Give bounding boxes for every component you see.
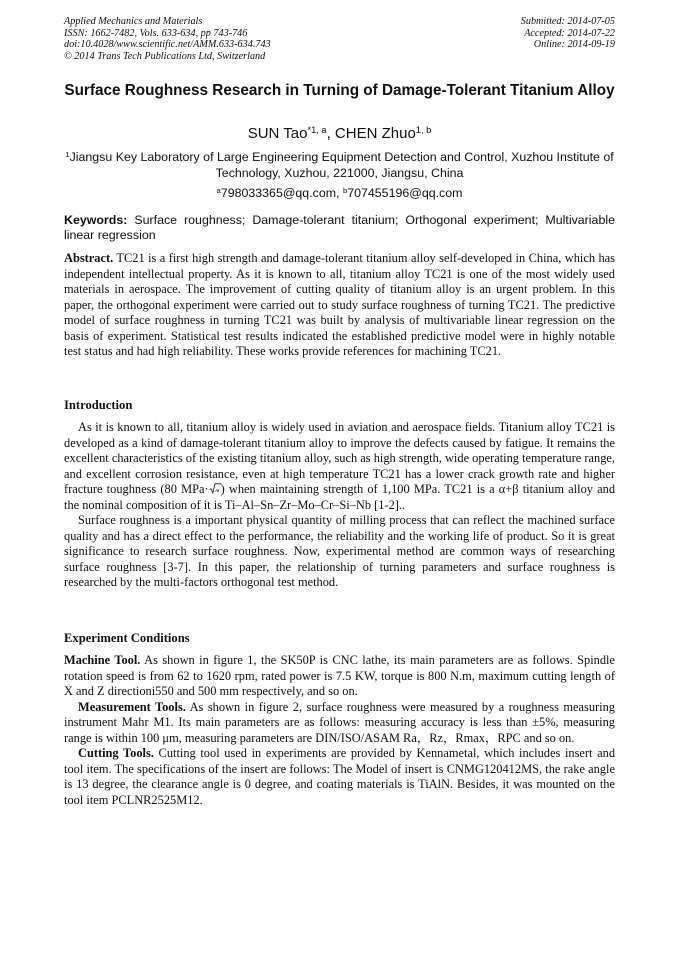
introduction-paragraph-2: Surface roughness is a important physical quantity of milling process that can reflect the machined surface quality and has a direct effect to the performance, the reliability and the working life of product. So it is great significance to research surface roughness. Now, experimental method are common ways of researching surface roughness [3-7]. In this paper, the relationship of turning parameters and surface roughness is researched by the multi-factors orthogonal test method. (64, 513, 615, 589)
email-b: 707455196@qq.com (347, 186, 463, 200)
author-1-sup: *1, a (307, 124, 327, 135)
author-separator: , (326, 125, 335, 142)
introduction-paragraph-1 (64, 420, 615, 513)
submitted-date: Submitted: 2014-07-05 (520, 16, 615, 27)
cutting-tools-paragraph (64, 746, 615, 808)
affiliation-text: Jiangsu Key Laboratory of Large Engineering Equipment Detection and Control, Xuzhou Institute of Technology, Xuzhou, 221000, Jiangsu, China (69, 150, 614, 180)
journal-doi: doi:10.4028/www.scientific.net/AMM.633-634.743 (64, 39, 271, 51)
keywords (64, 213, 615, 244)
journal-copyright: © 2014 Trans Tech Publications Ltd, Switzerland (64, 50, 266, 62)
author-1-name: SUN Tao (247, 125, 308, 142)
sqrt-radicand: m (215, 488, 220, 494)
measurement-tools-label: Measurement Tools. (78, 699, 186, 714)
email-a: 798033365@qq.com, (220, 186, 343, 200)
abstract-text: TC21 is a first high strength and damage-tolerant titanium alloy self-developed in China, which has independent intellectual property. As it is known to all, titanium alloy TC21 is one of the most widely used materials in aerospace. The improvement of cutting quality of titanium alloy is an urgent problem. In this paper, the orthogonal experiment were carried out to study surface roughness of turning TC21. The predictive model of surface roughness in turning TC21 was built by analysis of multivariable linear regression on the basis of experiment. Statistical test results indicated the established predictive model were in highly notable test status and had high reliability. These works provide references for machining TC21. (64, 251, 615, 358)
affiliation (64, 150, 615, 181)
journal-info-header (64, 16, 271, 62)
experiment-conditions-body (64, 653, 615, 808)
intro-p1-part-b: ) when maintaining strength of 1,100 MPa. TC21 is a α+β titanium alloy and the nominal composition of it is Ti–Al–Sn–Zr–Mo–Cr–Si–Nb [1-2].. (64, 482, 616, 512)
paper-title: Surface Roughness Research in Turning of Damage-Tolerant Titanium Alloy (64, 82, 615, 99)
journal-issn: ISSN: 1662-7482, Vols. 633-634, pp 743-746 (64, 27, 248, 39)
online-date: Online: 2014-09-19 (533, 39, 615, 51)
cutting-tools-label: Cutting Tools. (78, 746, 154, 760)
author-line (64, 125, 615, 143)
intro-p1-part-a: As it is known to all, titanium alloy is widely used in aviation and aerospace fields. Titanium alloy TC21 is developed as a kind of damage-tolerant titanium alloy to improve the defects caused by fatigue. It remains the excellent characteristics of the existing titanium alloy, such as high strength, wide operating temperature range, and excellent corrosion resistance, even at high temperature TC21 has a lower crack growth rate and higher fracture toughness (80 MPa· (64, 420, 615, 496)
email-b-sup: b (342, 185, 348, 195)
dates-header (521, 16, 615, 51)
author-2-name: CHEN Zhuo (334, 125, 416, 142)
journal-name: Applied Mechanics and Materials (64, 16, 203, 27)
machine-tool-paragraph (64, 653, 615, 700)
measurement-tools-paragraph (64, 700, 615, 747)
author-emails (64, 186, 615, 201)
abstract-label: Abstract. (64, 251, 114, 265)
abstract (64, 251, 615, 360)
author-2-sup: 1, b (415, 124, 432, 135)
accepted-date: Accepted: 2014-07-22 (524, 27, 615, 39)
email-a-sup: a (216, 185, 221, 195)
experiment-conditions-heading: Experiment Conditions (64, 631, 190, 645)
introduction-heading: Introduction (64, 398, 133, 412)
affiliation-sup: 1 (65, 149, 70, 159)
cutting-tools-text: Cutting tool used in experiments are provided by Kennametal, which includes insert and tool item. The specifications of the insert are follows: The Model of insert is CNMG120412MS, the rake angle is 13 degree, the clearance angle is 0 degree, and coating materials is TiAlN. Besides, it was mounted on the tool item PCLNR2525M12. (64, 746, 616, 807)
machine-tool-label: Machine Tool. (64, 653, 141, 667)
square-root-m-symbol (209, 483, 221, 494)
keywords-label: Keywords: (64, 213, 128, 227)
measurement-tools-text: As shown in figure 2, surface roughness were measured by a roughness measuring instrument Mahr M1. Its main parameters are as follows: measuring accuracy is less than ±5%, measuring range is within 100 μm, measuring parameters are DIN/ISO/ASAM Ra，Rz，Rmax，RPC and so on. (64, 699, 615, 745)
machine-tool-text: As shown in figure 1, the SK50P is CNC lathe, its main parameters are as follows. Spindle rotation speed is from 62 to 1620 rpm, rated power is 7.5 KW, torque is 800 N.m, maximum cutting length of X and Z directioni550 and 500 mm respectively, and so on. (64, 653, 615, 698)
introduction-body (64, 420, 615, 591)
keywords-text: Surface roughness; Damage-tolerant titanium; Orthogonal experiment; Multivariable linear regression (64, 213, 615, 243)
